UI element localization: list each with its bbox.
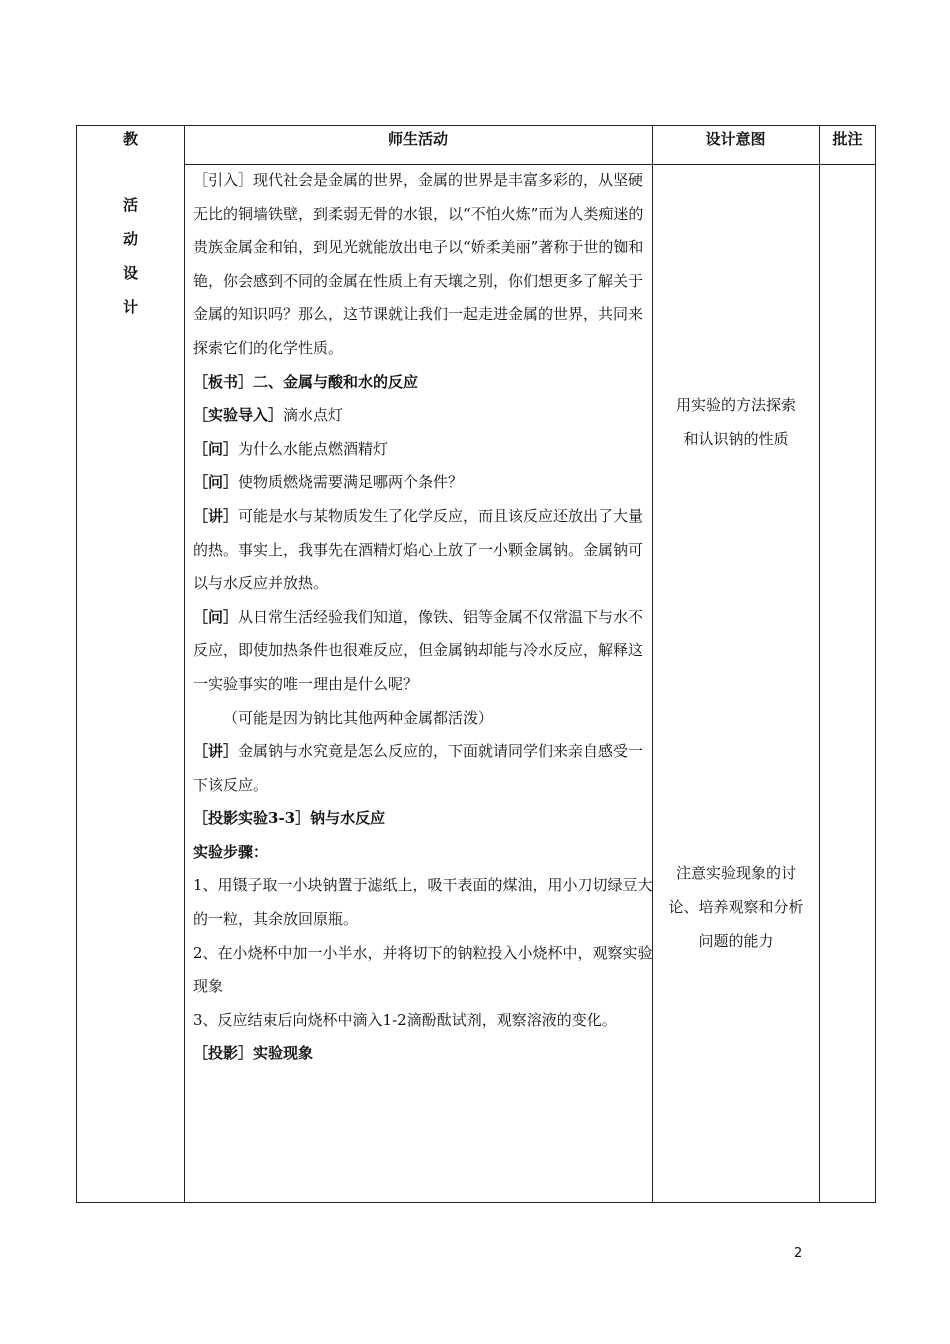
projection-heading: ［投影实验3-3］钠与水反应 <box>193 809 386 828</box>
step-item: 3、反应结束后向烧杯中滴入1-2滴酚酞试剂，观察溶液的变化。 <box>193 1010 617 1029</box>
design-intent-note <box>653 388 819 456</box>
lesson-plan-table <box>76 125 876 1203</box>
note-line: 注意实验现象的讨 <box>675 864 796 882</box>
note-line: 论、培养观察和分析 <box>668 898 804 916</box>
question <box>193 466 653 500</box>
steps-heading: 实验步骤： <box>193 842 269 861</box>
question <box>193 601 653 702</box>
text: 金属钠与水究竟是怎么反应的，下面就请同学们来亲自感受一下该反应。 <box>193 742 644 794</box>
text: 从日常生活经验我们知道，像铁、铝等金属不仅常温下与水不反应，即使加热条件也很难反应，但金属钠却能与冷水反应，解释这一实验事实的唯一理由是什么呢？ <box>193 607 644 693</box>
experiment-intro <box>193 399 653 433</box>
tag: ［问］ <box>193 473 239 492</box>
intro-paragraph: ［引入］现代社会是金属的世界，金属的世界是丰富多彩的，从坚硬无比的铜墙铁壁，到柔弱无骨的水银，以“不怕火炼”而为人类痴迷的贵族金属金和铂，到见光就能放出电子以“娇柔美丽”著称于世的铷和铯，你会感到不同的金属在性质上有天壤之别，你们想更多了解关于金属的知识吗？那么，这节课就让我们一起走进金属的世界，共同来探索它们的化学性质。 <box>193 171 644 357</box>
board-heading: ［板书］二、金属与酸和水的反应 <box>193 372 419 391</box>
text: 可能是水与某物质发生了化学反应，而且该反应还放出了大量的热。事实上，我事先在酒精灯焰心上放了一小颗金属钠。金属钠可以与水反应并放热。 <box>193 506 644 593</box>
side-char: 活 <box>122 196 138 214</box>
teacher-student-activities <box>193 164 653 1071</box>
step-item: 2、在小烧杯中加一小半水，并将切下的钠粒投入小烧杯中，观察实验现象 <box>193 943 653 996</box>
note-line: 问题的能力 <box>698 932 774 950</box>
tag: ［问］ <box>193 439 239 458</box>
tag: ［实验导入］ <box>193 406 284 425</box>
side-char: 设 <box>122 264 138 282</box>
tag: ［问］ <box>193 607 239 626</box>
lecture <box>193 500 653 601</box>
side-char: 计 <box>122 298 138 316</box>
text: 使物质燃烧需要满足哪两个条件？ <box>238 473 464 492</box>
header-design-intent: 设计意图 <box>705 130 766 148</box>
note-line: 用实验的方法探索 <box>675 396 796 414</box>
lecture <box>193 735 653 802</box>
header-annotation: 批注 <box>832 130 863 148</box>
text: 为什么水能点燃酒精灯 <box>238 439 389 458</box>
step-item: 1、用镊子取一小块钠置于滤纸上，吸干表面的煤油，用小刀切绿豆大的一粒，其余放回原瓶。 <box>193 876 653 929</box>
tag: ［讲］ <box>193 506 239 525</box>
column-divider <box>184 126 185 1202</box>
projection-heading: ［投影］实验现象 <box>193 1044 314 1063</box>
column-divider <box>819 126 820 1202</box>
header-teaching: 教 <box>122 130 138 148</box>
design-intent-note <box>653 856 819 958</box>
text: 滴水点灯 <box>283 406 344 425</box>
answer: （可能是因为钠比其他两种金属都活泼） <box>223 708 494 727</box>
side-char: 动 <box>122 230 138 248</box>
header-activities: 师生活动 <box>387 130 448 148</box>
question <box>193 433 653 467</box>
tag: ［讲］ <box>193 742 239 761</box>
note-line: 和认识钠的性质 <box>683 430 789 448</box>
page-number: 2 <box>794 1246 803 1261</box>
